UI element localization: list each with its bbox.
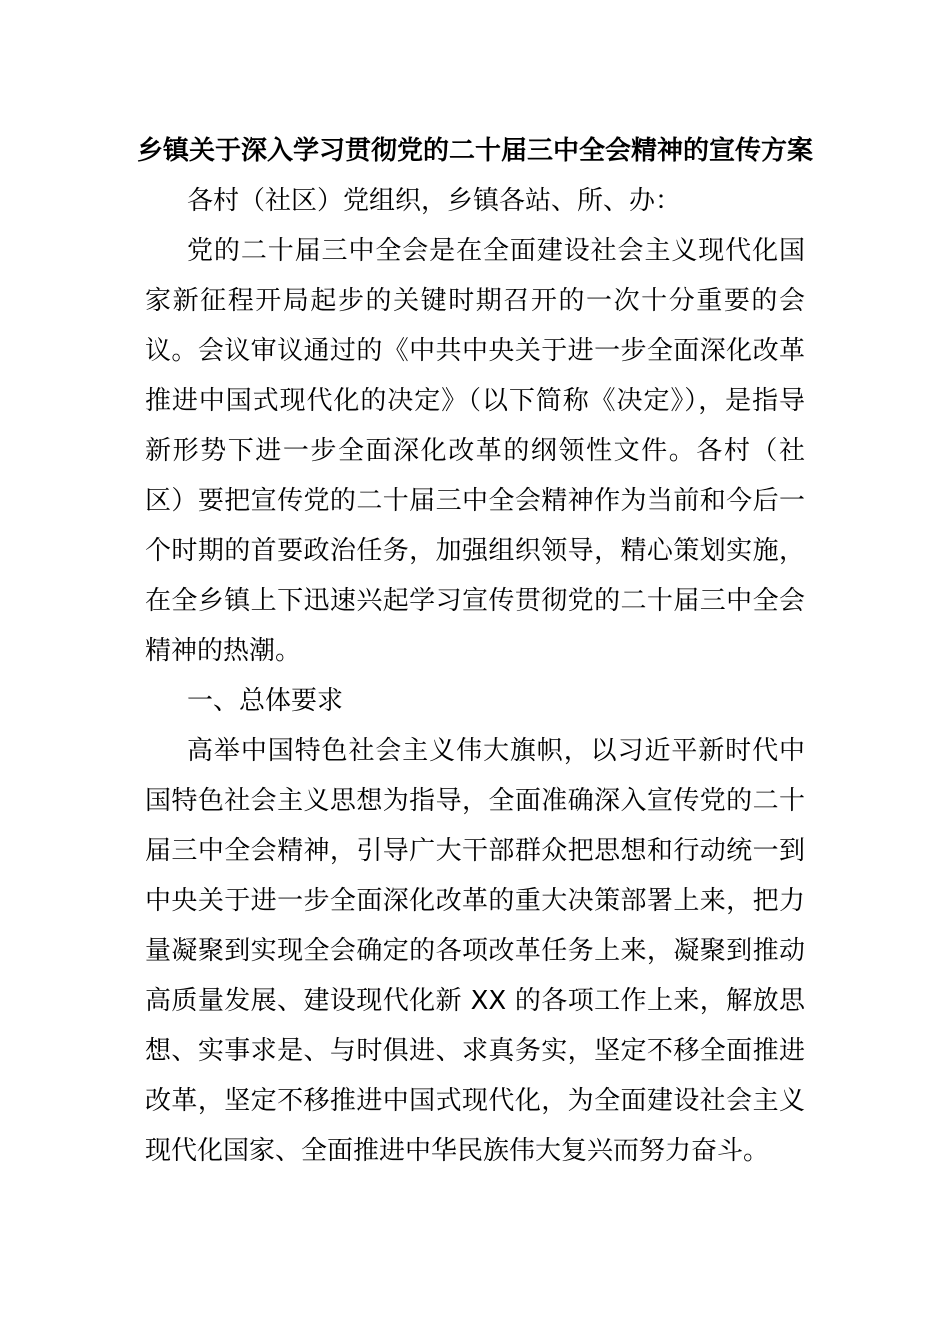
intro-paragraph: 党的二十届三中全会是在全面建设社会主义现代化国家新征程开局起步的关键时期召开的一次十分重要的会议。会议审议通过的《中共中央关于进一步全面深化改革推进中国式现代化的决定》（以下简称《决定》），是指导新形势下进一步全面深化改革的纲领性文件。各村（社区）要把宣传党的二十届三中全会精神作为当前和今后一个时期的首要政治任务，加强组织领导，精心策划实施，在全乡镇上下迅速兴起学习宣传贯彻党的二十届三中全会精神的热潮。 bbox=[145, 236, 805, 666]
document-page bbox=[136, 126, 813, 1176]
section-heading: 一、总体要求 bbox=[187, 686, 344, 716]
salutation: 各村（社区）党组织，乡镇各站、所、办： bbox=[187, 186, 682, 216]
document-title: 乡镇关于深入学习贯彻党的二十届三中全会精神的宣传方案 bbox=[136, 136, 813, 166]
section-body-paragraph: 高举中国特色社会主义伟大旗帜，以习近平新时代中国特色社会主义思想为指导，全面准确深入宣传党的二十届三中全会精神，引导广大干部群众把思想和行动统一到中央关于进一步全面深化改革的重大决策部署上来，把力量凝聚到实现全会确定的各项改革任务上来，凝聚到推动高质量发展、建设现代化新 XX 的各项工作上来，解放思想、实事求是、与时俱进、求真务实，坚定不移全面推进改革，坚定不移推进中国式现代化，为全面建设社会主义现代化国家、全面推进中华民族伟大复兴而努力奋斗。 bbox=[145, 736, 805, 1166]
